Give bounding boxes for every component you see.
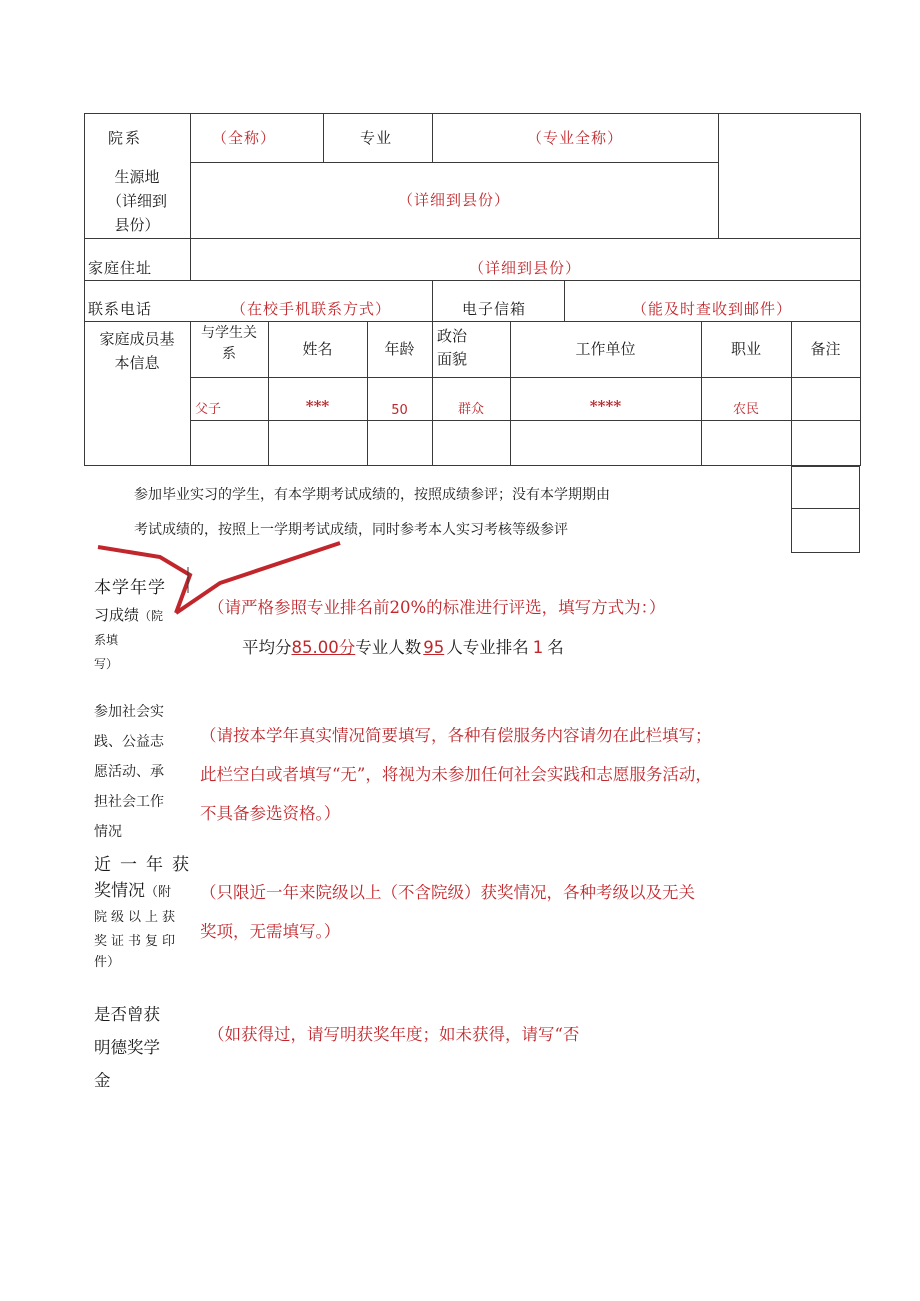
mingde-label: 是否曾获 明德奖学 金	[94, 1005, 160, 1090]
email-hint[interactable]: （能及时查收到邮件）	[631, 300, 792, 318]
header-remark: 备注	[810, 340, 841, 358]
email-label: 电子信箱	[462, 300, 527, 318]
scores-label-4: 写）	[94, 657, 119, 671]
mingde-hint[interactable]: （如获得过，请写明获奖年度；如未获得，请写“否	[208, 1025, 580, 1044]
scores-label-1: 本学年学	[94, 578, 166, 598]
header-political: 政治 面貌	[437, 327, 468, 368]
cell-name[interactable]: ***	[305, 397, 330, 415]
scores-fill-line[interactable]: 平均分85.00分专业人数 95 人专业排名 1 名	[242, 638, 564, 657]
scores-hint: （请严格参照专业排名前20%的标准进行评选，填写方式为：）	[208, 598, 666, 617]
dept-hint[interactable]: （全称）	[212, 129, 277, 147]
major-count-value[interactable]: 95	[423, 638, 445, 657]
origin-hint[interactable]: （详细到县份）	[397, 191, 510, 209]
scores-label-3: 系填	[94, 633, 119, 647]
header-job: 职业	[730, 340, 761, 358]
address-hint[interactable]: （详细到县份）	[468, 259, 581, 277]
header-work: 工作单位	[575, 340, 636, 358]
cell-work[interactable]: ****	[589, 397, 622, 415]
avg-score-value[interactable]: 85.00分	[291, 638, 356, 657]
phone-label: 联系电话	[88, 300, 153, 318]
cell-job[interactable]: 农民	[732, 402, 759, 417]
intern-note-line-2: 考试成绩的，按照上一学期考试成绩，同时参考本人实习考核等级参评	[134, 522, 568, 538]
header-relation: 与学生关 系	[201, 325, 257, 362]
major-hint[interactable]: （专业全称）	[526, 129, 623, 147]
awards-label: 近一年获 奖情况（附 院级以上获 奖证书复印 件）	[94, 855, 198, 970]
cell-relation[interactable]: 父子	[195, 402, 222, 417]
family-label: 家庭成员基 本信息	[99, 330, 175, 372]
dept-label: 院系	[108, 129, 143, 147]
rank-value[interactable]: 1	[532, 638, 544, 657]
header-age: 年龄	[384, 340, 415, 358]
address-label: 家庭住址	[88, 259, 153, 277]
origin-label: 生源地 （详细到 县份）	[106, 168, 167, 234]
cell-age[interactable]: 50	[391, 403, 408, 418]
social-hint[interactable]: （请按本学年真实情况简要填写，各种有偿服务内容请勿在此栏填写； 此栏空白或者填写“无”，将视为未参加任何社会实践和志愿服务活动， 不具备参选资格。）	[200, 726, 712, 823]
social-label: 参加社会实 践、公益志 愿活动、承 担社会工作 情况	[94, 704, 164, 840]
major-label: 专业	[360, 129, 393, 147]
cell-political[interactable]: 群众	[457, 402, 484, 417]
phone-hint[interactable]: （在校手机联系方式）	[230, 300, 391, 318]
scores-label-2: 习成绩（院	[94, 606, 164, 624]
header-name: 姓名	[302, 340, 333, 358]
intern-note-line-1: 参加毕业实习的学生，有本学期考试成绩的，按照成绩参评；没有本学期期由	[134, 487, 610, 503]
awards-hint[interactable]: （只限近一年来院级以上（不含院级）获奖情况，各种考级以及无关 奖项，无需填写。）	[200, 883, 695, 941]
